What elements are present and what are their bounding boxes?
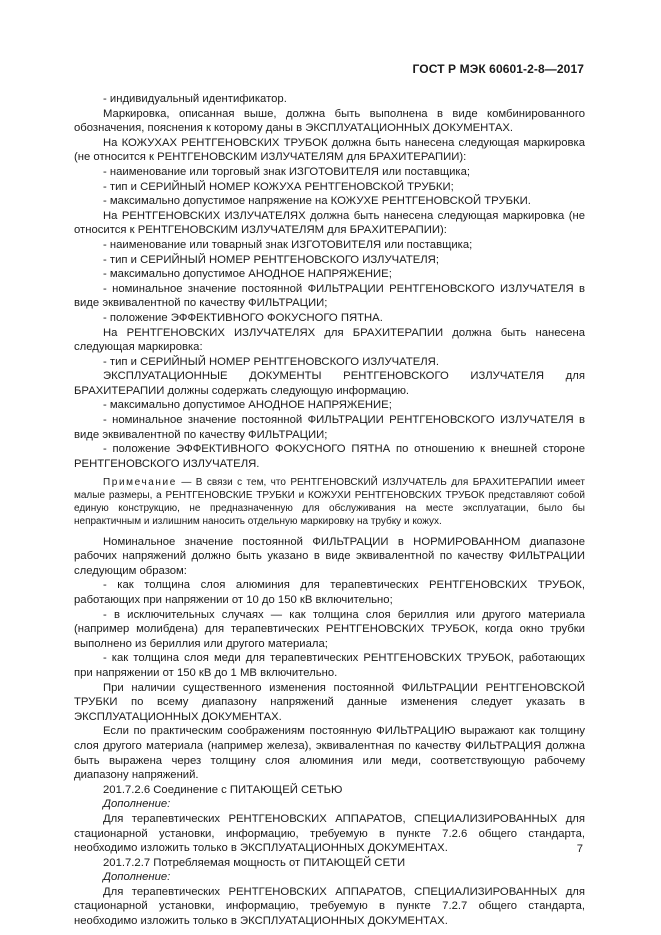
list-item: - положение ЭФФЕКТИВНОГО ФОКУСНОГО ПЯТНА. [103,311,383,324]
paragraph: На РЕНТГЕНОВСКИХ ИЗЛУЧАТЕЛЯХ для БРАХИТЕРАПИИ должна быть нанесена следующая маркировка: [74,326,585,354]
list-item: - номинальное значение постоянной ФИЛЬТРАЦИИ РЕНТГЕНОВСКОГО ИЗЛУЧАТЕЛЯ в виде эквивалентной по качеству ФИЛЬТРАЦИИ; [74,414,585,441]
list-item: - номинальное значение постоянной ФИЛЬТРАЦИИ РЕНТГЕНОВСКОГО ИЗЛУЧАТЕЛЯ в виде эквивалентной по качеству ФИЛЬТРАЦИИ; [74,282,585,310]
note [74,477,585,528]
paragraph: Для терапевтических РЕНТГЕНОВСКИХ АППАРАТОВ, СПЕЦИАЛИЗИРОВАННЫХ для стационарной установки, информацию, требуемую в пункте 7.2.6 общего стандарта, необходимо изложить только в ЭКСПЛУАТАЦИОННЫХ ДОКУМЕНТАХ. [74,812,585,855]
paragraph: При наличии существенного изменения постоянной ФИЛЬТРАЦИИ РЕНТГЕНОВСКОЙ ТРУБКИ по всему диапазону напряжений данные изменения следует указать в ЭКСПЛУАТАЦИОННЫХ ДОКУМЕНТАХ. [74,681,585,723]
section-heading: 201.7.2.6 Соединение с ПИТАЮЩЕЙ СЕТЬЮ [103,783,343,796]
list-item: - максимально допустимое АНОДНОЕ НАПРЯЖЕНИЕ; [103,399,392,412]
list-item: - тип и СЕРИЙНЫЙ НОМЕР РЕНТГЕНОВСКОГО ИЗЛУЧАТЕЛЯ. [103,355,439,368]
section-heading: 201.7.2.7 Потребляемая мощность от ПИТАЮЩЕЙ СЕТИ [103,856,406,869]
list-item: - как толщина слоя алюминия для терапевтических РЕНТГЕНОВСКИХ ТРУБОК, работающих при напряжении от 10 до 150 кВ включительно; [74,579,585,606]
note-text: — В связи с тем, что РЕНТГЕНОВСКИЙ ИЗЛУЧАТЕЛЬ для БРАХИТЕРАПИИ имеет малые размеры, а РЕНТГЕНОВСКИЕ ТРУБКИ и КОЖУХИ РЕНТГЕНОВСКИХ ТРУБОК представляют собой единую конструкцию, не предназначенную для обслуживания на месте эксплуатации, было бы непрактичным и излишним наносить отдельную маркировку на трубку и кожух. [74,477,585,527]
list-item: - как толщина слоя меди для терапевтических РЕНТГЕНОВСКИХ ТРУБОК, работающих при напряжении от 150 кВ до 1 МВ включительно. [74,652,585,679]
list-item: - тип и СЕРИЙНЫЙ НОМЕР КОЖУХА РЕНТГЕНОВСКОЙ ТРУБКИ; [103,180,454,193]
page-number: 7 [576,843,583,855]
note-label: Примечание [103,477,177,489]
paragraph: На РЕНТГЕНОВСКИХ ИЗЛУЧАТЕЛЯХ должна быть нанесена следующая маркировка (не относится к РЕНТГЕНОВСКИМ ИЗЛУЧАТЕЛЯМ для БРАХИТЕРАПИИ): [74,209,585,237]
list-item: - тип и СЕРИЙНЫЙ НОМЕР РЕНТГЕНОВСКОГО ИЗЛУЧАТЕЛЯ; [103,253,439,266]
document-header: ГОСТ Р МЭК 60601-2-8—2017 [412,62,584,76]
addition-label: Дополнение: [103,871,171,884]
paragraph: ЭКСПЛУАТАЦИОННЫЕ ДОКУМЕНТЫ РЕНТГЕНОВСКОГО ИЗЛУЧАТЕЛЯ для БРАХИТЕРАПИИ должны содержать следующую информацию. [74,370,585,397]
list-item: - в исключительных случаях — как толщина слоя бериллия или другого материала (например молибдена) для терапевтических РЕНТГЕНОВСКИХ ТРУБОК, когда окно трубки выполнено из бериллия или другого материала; [74,608,585,650]
list-item: - максимально допустимое АНОДНОЕ НАПРЯЖЕНИЕ; [103,268,392,281]
list-item: - наименование или товарный знак ИЗГОТОВИТЕЛЯ или поставщика; [103,238,473,251]
paragraph: Если по практическим соображениям постоянную ФИЛЬТРАЦИЮ выражают как толщину слоя другого материала (например железа), эквивалентная по качеству ФИЛЬТРАЦИЯ должна быть выражена через толщину слоя алюминия или меди, соответствующую рабочему диапазону напряжений. [74,725,585,782]
paragraph: Маркировка, описанная выше, должна быть выполнена в виде комбинированного обозначения, пояснения к которому даны в ЭКСПЛУАТАЦИОННЫХ ДОКУМЕНТАХ. [74,107,585,135]
paragraph: Для терапевтических РЕНТГЕНОВСКИХ АППАРАТОВ, СПЕЦИАЛИЗИРОВАННЫХ для стационарной установки, информацию, требуемую в пункте 7.2.7 общего стандарта, необходимо изложить только в ЭКСПЛУАТАЦИОННЫХ ДОКУМЕНТАХ. [74,885,585,928]
list-item: - максимально допустимое напряжение на КОЖУХЕ РЕНТГЕНОВСКОЙ ТРУБКИ. [103,195,531,208]
list-item: - положение ЭФФЕКТИВНОГО ФОКУСНОГО ПЯТНА по отношению к внешней стороне РЕНТГЕНОВСКОГО ИЗЛУЧАТЕЛЯ. [74,443,585,470]
addition-label: Дополнение: [103,798,171,811]
paragraph: Номинальное значение постоянной ФИЛЬТРАЦИИ в НОРМИРОВАННОМ диапазоне рабочих напряжений должно быть указано в виде эквивалентной по качеству ФИЛЬТРАЦИИ следующим образом: [74,535,585,577]
paragraph: На КОЖУХАХ РЕНТГЕНОВСКИХ ТРУБОК должна быть нанесена следующая маркировка (не относится к РЕНТГЕНОВСКИМ ИЗЛУЧАТЕЛЯМ для БРАХИТЕРАПИИ): [74,136,585,164]
document-body [74,92,585,929]
paragraph: - индивидуальный идентификатор. [103,93,287,105]
list-item: - наименование или торговый знак ИЗГОТОВИТЕЛЯ или поставщика; [103,165,471,178]
